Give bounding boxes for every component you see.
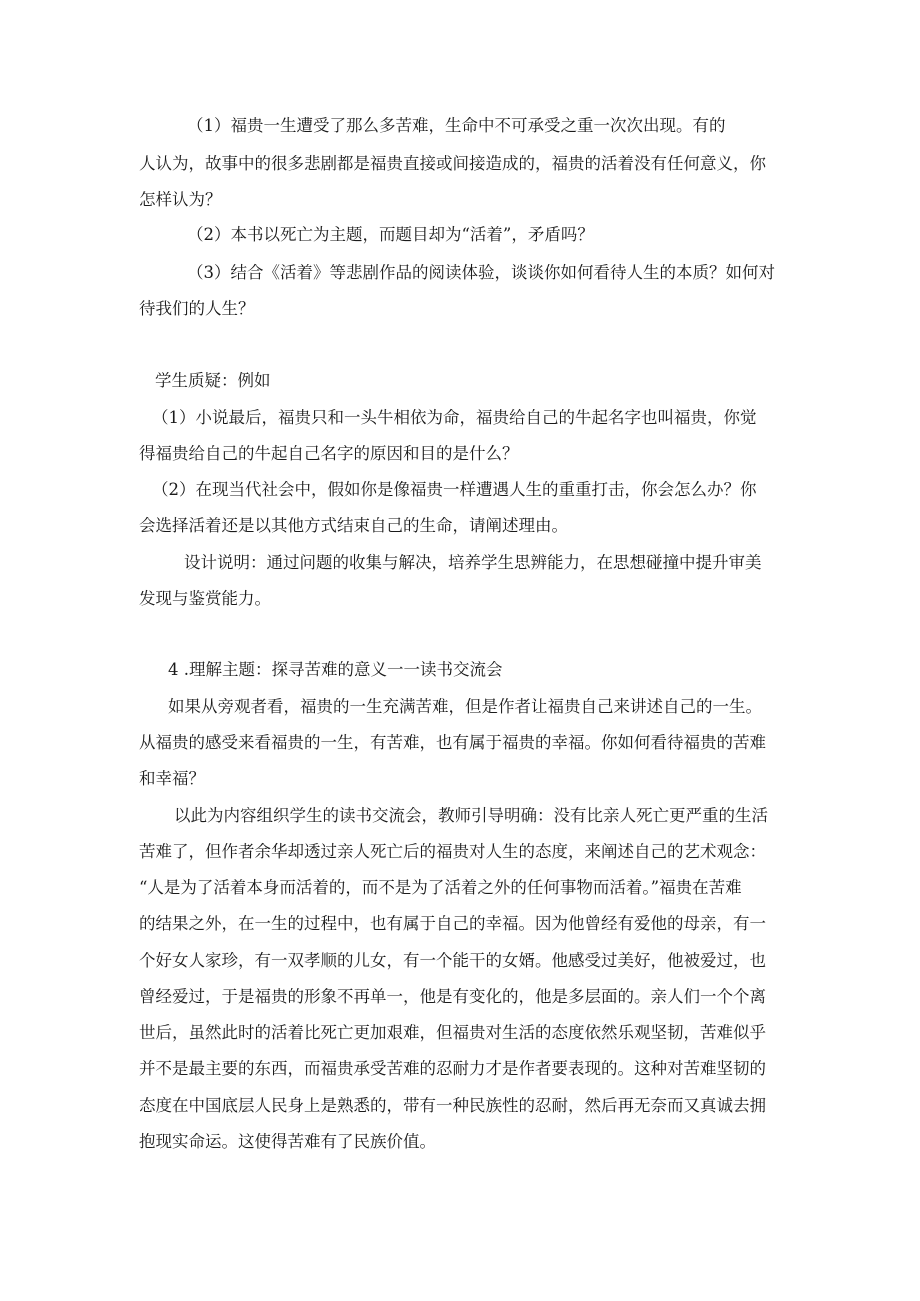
section-4-para2-line-7: 世后，虽然此时的活着比死亡更加艰难，但福贵对生活的态度依然乐观坚韧，苦难似乎 — [139, 1023, 766, 1042]
section-4-para2-line-10: 抱现实命运。这使得苦难有了民族价值。 — [139, 1132, 436, 1151]
question-3-line-2: 待我们的人生？ — [139, 299, 255, 318]
section-4-para2-line-4: 的结果之外，在一生的过程中，也有属于自己的幸福。因为他曾经有爱他的母亲，有一 — [139, 914, 766, 933]
section-4-para2-line-2: 苦难了，但作者余华却透过亲人死亡后的福贵对人生的态度，来阐述自己的艺术观念： — [139, 842, 766, 861]
student-doubt-line-1: （1）小说最后，福贵只和一头牛相依为命，福贵给自己的牛起名字也叫福贵，你觉 — [152, 408, 757, 427]
design-note-line-1: 设计说明：通过问题的收集与解决，培养学生思辨能力，在思想碰撞中提升审美 — [184, 553, 762, 572]
student-doubt-line-3: （2）在现当代社会中，假如你是像福贵一样遭遇人生的重重打击，你会怎么办？你 — [152, 480, 757, 499]
student-doubt-line-4: 会选择活着还是以其他方式结束自己的生命，请阐述理由。 — [139, 516, 568, 535]
section-4-para2-line-6: 曾经爱过，于是福贵的形象不再单一，他是有变化的，他是多层面的。亲人们一个个离 — [139, 987, 766, 1006]
student-doubt-line-2: 得福贵给自己的牛起自己名字的原因和目的是什么？ — [139, 444, 519, 463]
section-4-para2-line-9: 态度在中国底层人民身上是熟悉的，带有一种民族性的忍耐，然后再无奈而又真诚去拥 — [139, 1096, 766, 1115]
section-4-para1-line-1: 如果从旁观者看，福贵的一生充满苦难，但是作者让福贵自己来讲述自己的一生。 — [168, 697, 762, 716]
question-1-line-1: （1）福贵一生遭受了那么多苦难，生命中不可承受之重一次次出现。有的 — [187, 116, 726, 135]
section-4-para2-line-1: 以此为内容组织学生的读书交流会，教师引导明确：没有比亲人死亡更严重的生活 — [174, 806, 768, 825]
design-note-line-2: 发现与鉴赏能力。 — [139, 589, 271, 608]
section-4-para2-line-5: 个好女人家珍，有一双孝顺的儿女，有一个能干的女婿。他感受过美好，他被爱过，也 — [139, 951, 766, 970]
section-4-para2-line-3: “人是为了活着本身而活着的，而不是为了活着之外的任何事物而活着。”福贵在苦难 — [139, 878, 742, 897]
question-3-line-1: （3）结合《活着》等悲剧作品的阅读体验，谈谈你如何看待人生的本质？如何对 — [187, 263, 775, 282]
section-4-para2-line-8: 并不是最主要的东西，而福贵承受苦难的忍耐力才是作者要表现的。这种对苦难坚韧的 — [139, 1059, 766, 1078]
question-1-line-2: 人认为，故事中的很多悲剧都是福贵直接或间接造成的，福贵的活着没有任何意义，你 — [139, 154, 766, 173]
question-1-line-3: 怎样认为？ — [139, 190, 222, 209]
section-4-heading: 4 .理解主题：探寻苦难的意义一一读书交流会 — [168, 660, 503, 679]
section-4-para1-line-3: 和幸福？ — [139, 769, 205, 788]
section-4-para1-line-2: 从福贵的感受来看福贵的一生，有苦难，也有属于福贵的幸福。你如何看待福贵的苦难 — [139, 733, 766, 752]
student-doubt-heading: 学生质疑：例如 — [155, 371, 271, 390]
question-2: （2）本书以死亡为主题，而题目却为“活着”，矛盾吗？ — [187, 225, 594, 244]
